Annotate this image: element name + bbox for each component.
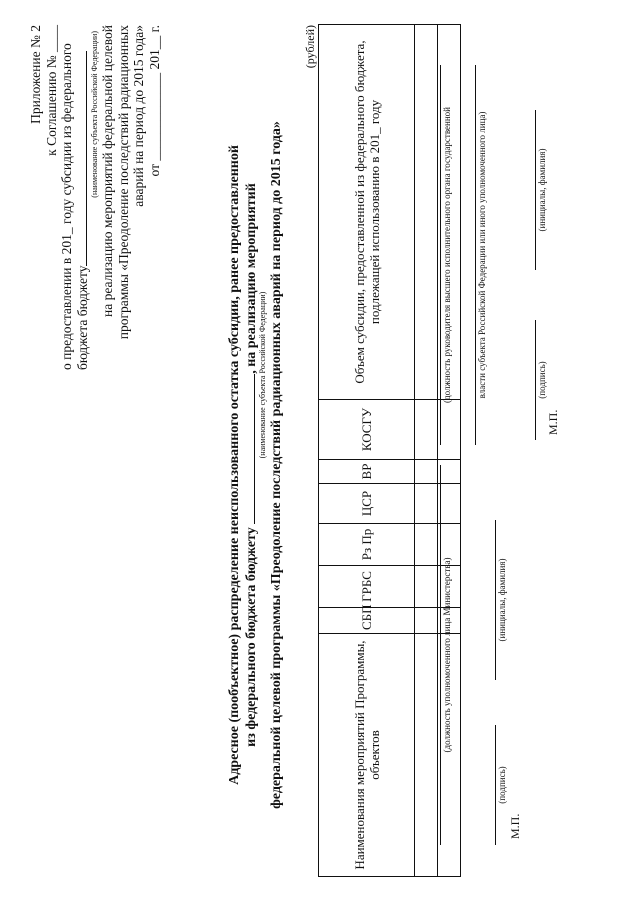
date-line: от _____________ 201__ г.	[146, 25, 162, 177]
title-region-blank	[243, 374, 255, 524]
purpose-line-1: о предоставлении в 201_ году субсидии из федерального	[59, 43, 74, 370]
signature-block-right	[440, 65, 453, 445]
title-line-3: федеральной целевой программы «Преодоление последствий радиационных аварий на период до 2015 года»	[269, 121, 284, 809]
title-line-2: из федерального бюджета бюджету , на реализацию мероприятий	[244, 183, 259, 747]
header-grbs: ГРБС	[319, 566, 415, 608]
program-line-3: аварий на период до 2015 года»	[131, 25, 146, 207]
header-vr: ВР	[319, 460, 415, 484]
table-unit-label: (рублей)	[303, 25, 317, 69]
table-cell	[415, 634, 438, 877]
table-cell	[415, 460, 438, 484]
right-signature-caption: (подпись)	[535, 320, 548, 440]
left-name-field	[495, 520, 508, 680]
right-stamp-label: М.П.	[546, 409, 560, 435]
left-signature-caption: (подпись)	[495, 725, 508, 845]
title-region-hint: (наименование субъекта Российской Федерации)	[258, 291, 267, 459]
program-line-1: на реализацию мероприятий федеральной целевой	[100, 25, 115, 317]
right-stamp	[548, 410, 560, 435]
header-rz-pr: Рз Пр	[319, 524, 415, 566]
signature-block-left	[440, 465, 453, 845]
region-blank	[75, 51, 87, 266]
left-stamp	[510, 814, 522, 839]
left-signature-field	[495, 725, 508, 845]
table-cell	[415, 25, 438, 400]
left-name-caption: (инициалы, фамилия)	[495, 520, 508, 680]
appendix-number: Приложение № 2	[28, 25, 43, 124]
header-csr: ЦСР	[319, 484, 415, 524]
program-line-2: программы «Преодоление последствий радиационных	[115, 25, 131, 340]
table-cell	[415, 400, 438, 460]
table-cell	[415, 566, 438, 608]
left-position-caption: (должность уполномоченного лица Министерства)	[440, 465, 453, 845]
table-row	[415, 25, 438, 877]
right-position-field-2	[475, 65, 488, 445]
document-title	[226, 45, 285, 885]
header-kosgu: КОСГУ	[319, 400, 415, 460]
right-position-caption-2: власти субъекта Российской Федерации или иного уполномоченного лица)	[475, 65, 488, 445]
left-stamp-label: М.П.	[508, 813, 522, 839]
table-cell	[415, 608, 438, 634]
appendix-header	[28, 25, 162, 370]
table-cell	[415, 524, 438, 566]
header-event-names: Наименования мероприятий Программы, объектов	[319, 634, 415, 877]
right-position-caption-1: (должность руководителя высшего исполнительного органа государственной	[440, 65, 453, 445]
right-name-field	[535, 110, 548, 270]
region-hint: (наименование субъекта Российской Федерации)	[90, 31, 99, 198]
title-line-1: Адресное (пообъектное) распределение неиспользованного остатка субсидии, ранее предоставленной	[227, 145, 242, 785]
header-sbp: СБП	[319, 608, 415, 634]
header-subsidy-volume: Объем субсидии, предоставленной из федерального бюджета, подлежащей использованию в 201_ году	[319, 25, 415, 400]
right-name-caption: (инициалы, фамилия)	[535, 110, 548, 270]
table-header-row	[319, 25, 415, 877]
agreement-reference: к Соглашению № ____	[43, 25, 59, 156]
purpose-line-2: бюджета бюджету	[75, 25, 91, 370]
table-cell	[415, 484, 438, 524]
